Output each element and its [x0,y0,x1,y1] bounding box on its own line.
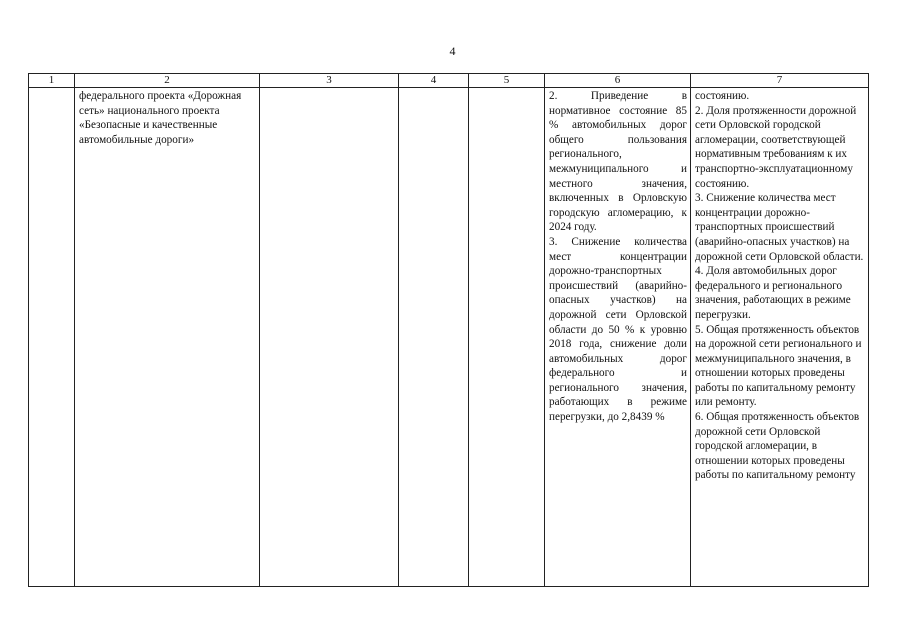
page-number: 4 [449,44,456,58]
paragraph: 2. Приведение в нормативное состояние 85 % автомобильных дорог общего пользования регионального, межмуниципального и местного значения, включенных в Орловскую городскую агломерацию, к 2024 году. [549,90,687,234]
cell-col-6 [545,88,691,587]
paragraph: состоянию. [695,90,750,102]
cell-col-3 [260,88,399,587]
header-col-1: 1 [29,74,75,88]
table-row [29,88,869,587]
cell-col-1 [29,88,75,587]
cell-col-4 [399,88,469,587]
paragraph: 4. Доля автомобильных дорог федерального и регионального значения, работающих в режиме перегрузки. [695,265,851,321]
header-col-6: 6 [545,74,691,88]
targets-text [549,89,687,425]
paragraph: 3. Снижение количества мест концентрации дорожно-транспортных происшествий (аварийно-опасных участков) на дорожной сети Орловской области. [695,192,864,263]
paragraph: 3. Снижение количества мест концентрации дорожно-транспортных происшествий (аварийно-опасных участков) на дорожной сети Орловской области до 50 % к уровню 2018 года, снижение доли автомобильных дорог федерального и регионального значения, работающих в режиме перегрузки, до 2,8439 % [549,235,687,424]
project-name-text: федерального проекта «Дорожная сеть» национального проекта «Безопасные и качественные автомобильные дороги» [79,90,242,146]
header-col-7: 7 [691,74,869,88]
data-table [28,73,869,587]
paragraph: 2. Доля протяженности дорожной сети Орловской городской агломерации, соответствующей нормативным требованиям к их транспортно-эксплуатационному состоянию. [695,104,857,190]
paragraph: 6. Общая протяженность объектов дорожной сети Орловской городской агломерации, в отношении которых проведены работы по капитальному ремонту [695,411,860,482]
header-col-5: 5 [469,74,545,88]
paragraph: 5. Общая протяженность объектов на дорожной сети регионального и межмуниципального значения, в отношении которых проведены работы по капитальному ремонту или ремонту. [695,323,862,409]
header-col-3: 3 [260,74,399,88]
indicators-text [695,89,865,483]
cell-col-7 [691,88,869,587]
header-col-4: 4 [399,74,469,88]
header-row [29,74,869,88]
header-col-2: 2 [75,74,260,88]
cell-col-5 [469,88,545,587]
cell-col-2 [75,88,260,587]
